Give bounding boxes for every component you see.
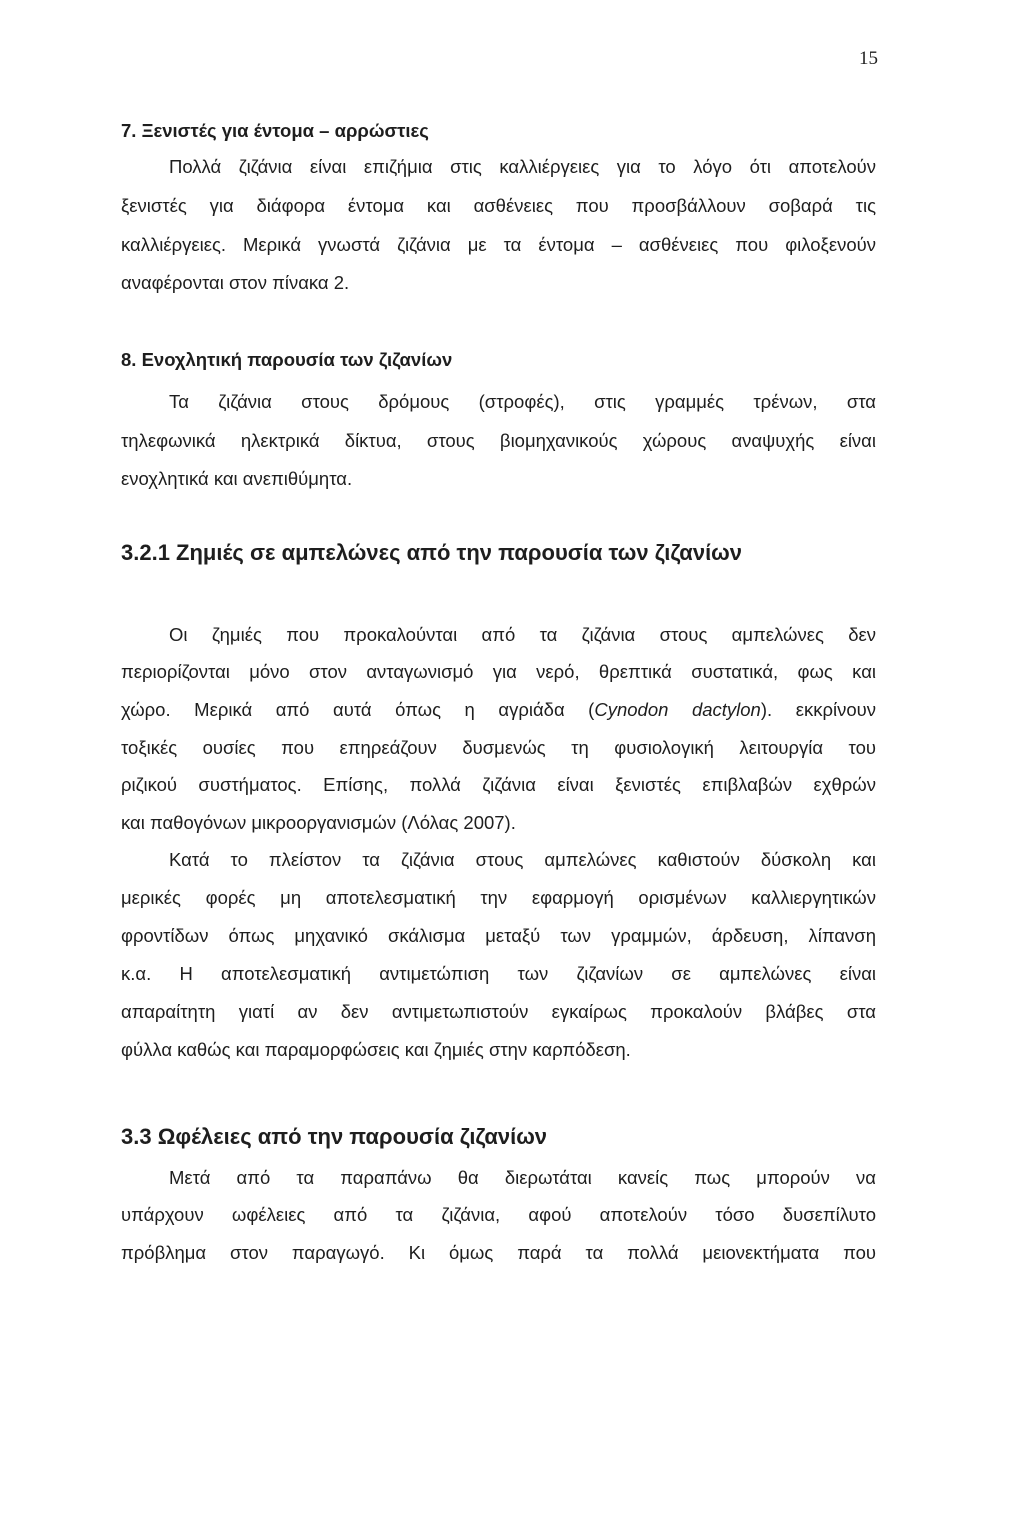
section-33-line: πρόβλημα στον παραγωγό. Κι όμως παρά τα πολλά μειονεκτήματα που [121,1242,876,1263]
section-33-heading: 3.3 Ωφέλειες από την παρουσία ζιζανίων [121,1124,548,1149]
section-321-line: Κατά το πλείστον τα ζιζάνια στους αμπελώνες καθιστούν δύσκολη και [169,849,876,870]
section-321-line: ριζικού συστήματος. Επίσης, πολλά ζιζάνια είναι ξενιστές επιβλαβών εχθρών [121,774,876,795]
section-8-line: Τα ζιζάνια στους δρόμους (στροφές), στις γραμμές τρένων, στα [169,391,876,412]
section-7-line: αναφέρονται στον πίνακα 2. [121,272,350,293]
section-7-line: καλλιέργειες. Μερικά γνωστά ζιζάνια με τα έντομα – ασθένειες που φιλοξενούν [121,234,876,255]
section-321-line: τοξικές ουσίες που επηρεάζουν δυσμενώς τη φυσιολογική λειτουργία του [121,737,876,758]
species-name: Cynodon dactylon [594,699,761,720]
section-321-line: φροντίδων όπως μηχανικό σκάλισμα μεταξύ των γραμμών, άρδευση, λίπανση [121,925,876,946]
page-number: 15 [859,48,878,69]
section-321-line: περιορίζονται μόνο στον ανταγωνισμό για νερό, θρεπτικά συστατικά, φως και [121,661,876,682]
section-8-line: τηλεφωνικά ηλεκτρικά δίκτυα, στους βιομηχανικούς χώρους αναψυχής είναι [121,430,876,451]
section-321-heading: 3.2.1 Ζημιές σε αμπελώνες από την παρουσία των ζιζανίων [121,540,742,565]
section-33-line: υπάρχουν ωφέλειες από τα ζιζάνια, αφού αποτελούν τόσο δυσεπίλυτο [121,1204,876,1225]
section-7-line: Πολλά ζιζάνια είναι επιζήμια στις καλλιέργειες για το λόγο ότι αποτελούν [169,156,876,177]
section-8-heading: 8. Ενοχλητική παρουσία των ζιζανίων [121,349,453,370]
section-33-line: Μετά από τα παραπάνω θα διερωτάται κανείς πως μπορούν να [169,1167,876,1188]
section-321-line: μερικές φορές μη αποτελεσματική την εφαρμογή ορισμένων καλλιεργητικών [121,887,876,908]
section-321-line: απαραίτητη γιατί αν δεν αντιμετωπιστούν εγκαίρως προκαλούν βλάβες στα [121,1001,876,1022]
section-7-line: ξενιστές για διάφορα έντομα και ασθένειες που προσβάλλουν σοβαρά τις [121,195,876,216]
section-321-line: Οι ζημιές που προκαλούνται από τα ζιζάνια στους αμπελώνες δεν [169,624,876,645]
section-8-line: ενοχλητικά και ανεπιθύμητα. [121,468,353,489]
section-321-line: φύλλα καθώς και παραμορφώσεις και ζημιές στην καρπόδεση. [121,1039,631,1060]
text-segment: χώρο. Μερικά από αυτά όπως η αγριάδα ( [121,699,595,720]
text-segment: ). εκκρίνουν [760,699,876,720]
section-321-line: κ.α. Η αποτελεσματική αντιμετώπιση των ζιζανίων σε αμπελώνες είναι [121,963,876,984]
section-321-line: και παθογόνων μικροοργανισμών (Λόλας 2007). [121,812,516,833]
section-7-heading: 7. Ξενιστές για έντομα – αρρώστιες [121,120,429,141]
section-321-line [121,697,876,723]
